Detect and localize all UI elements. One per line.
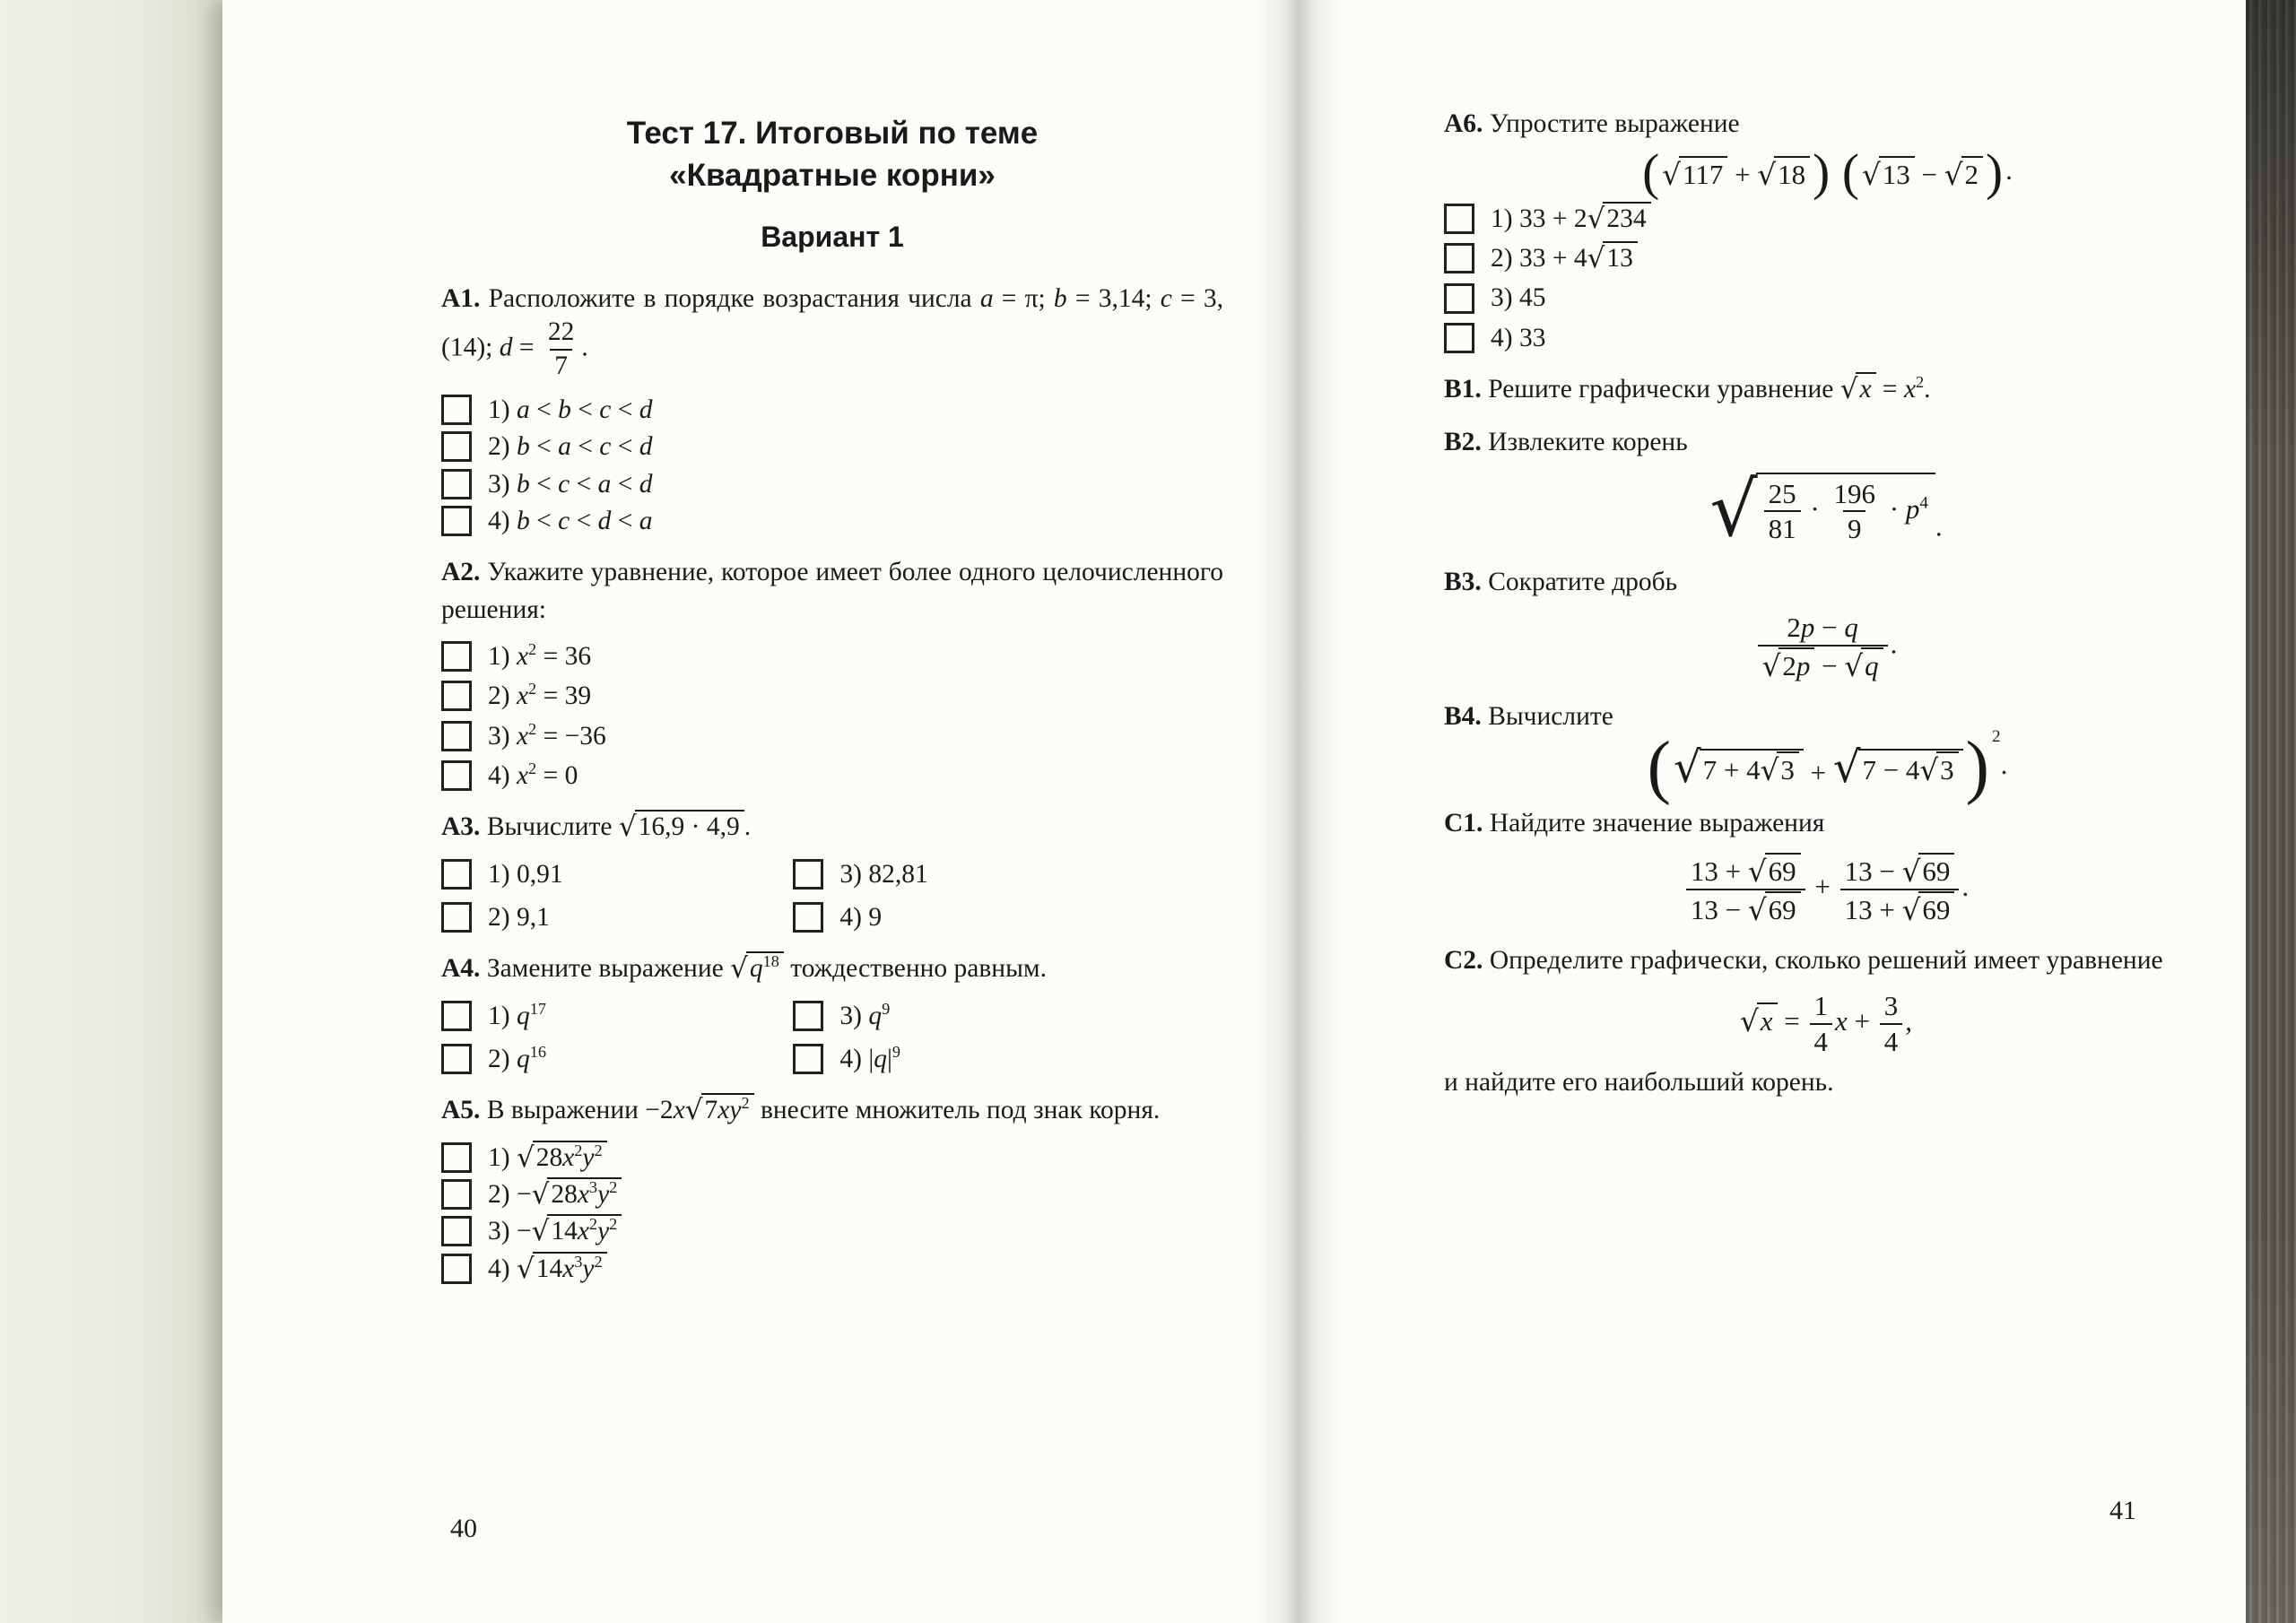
paren-group: ( √ 13 − √ 2 ) bbox=[1841, 144, 2004, 202]
answer-option bbox=[793, 857, 1223, 891]
question-B4 bbox=[1444, 699, 2208, 806]
answer-options bbox=[1444, 202, 2208, 355]
page-edges bbox=[2246, 0, 2296, 1623]
paren-group: ( √ 117 + √ 18 ) bbox=[1642, 144, 1831, 202]
sqrt: √ $28x^2y^2$ bbox=[517, 1141, 607, 1174]
answer-option bbox=[1444, 241, 2208, 275]
question-formula: √ x = $\frac{1}{4}$ x + $\frac{3}{4}$ , bbox=[1740, 989, 1912, 1057]
radical-icon: √ bbox=[1839, 373, 1858, 406]
question-A6 bbox=[1444, 106, 2208, 355]
sqrt: √ 7 − 4 √ 3 bbox=[1833, 746, 1963, 789]
answer-checkbox[interactable] bbox=[441, 1216, 472, 1246]
question-prompt: А2. Укажите уравнение, которое имеет более одного целочисленного решения: bbox=[441, 558, 1223, 624]
radical-icon: √ bbox=[531, 1215, 550, 1248]
test-title bbox=[441, 113, 1223, 197]
radical-icon: √ bbox=[1832, 742, 1861, 793]
answer-option-text: 3) $x^2 = -36$ bbox=[488, 719, 606, 751]
radical-icon: √ bbox=[1919, 753, 1939, 788]
answer-option bbox=[441, 639, 1223, 673]
test-title-line2: «Квадратные корни» bbox=[669, 157, 996, 193]
question-tail: и найдите его наибольший корень. bbox=[1444, 1068, 1834, 1098]
radical-icon: √ bbox=[1709, 465, 1758, 554]
answer-option bbox=[441, 1042, 793, 1076]
page-number-left: 40 bbox=[450, 1514, 477, 1543]
answer-option bbox=[441, 900, 793, 934]
answer-option-text: 3) $q^9$ bbox=[839, 999, 891, 1030]
question-formula: ( √ 117 + √ 18 ) ( √ 13 − √ 2 ) . bbox=[1642, 144, 2013, 202]
answer-checkbox[interactable] bbox=[793, 1001, 823, 1031]
answer-option-text: 2) b < a < c < d bbox=[488, 432, 653, 462]
question-prompt: А4. Замените выражение √ $q^{18}$ тождественно равным. bbox=[441, 952, 1047, 985]
answer-option-text: 3) − √ $14x^2y^2$ bbox=[488, 1214, 622, 1248]
question-prompt: А3. Вычислите √ 16,9 · 4,9 . bbox=[441, 811, 752, 844]
radical-icon: √ bbox=[516, 1252, 535, 1285]
answer-option-text: 1) √ $28x^2y^2$ bbox=[488, 1141, 607, 1175]
answer-option-text: 3) b < c < a < d bbox=[488, 469, 653, 499]
answer-option bbox=[1444, 202, 2208, 236]
radical-icon: √ bbox=[730, 952, 748, 985]
sqrt: √ 2p bbox=[1762, 647, 1815, 682]
question-A2 bbox=[441, 554, 1223, 793]
answer-checkbox[interactable] bbox=[1444, 323, 1474, 353]
answer-checkbox[interactable] bbox=[441, 859, 472, 890]
answer-checkbox[interactable] bbox=[793, 859, 823, 890]
question-formula: 2p − q √ 2p − √ q . bbox=[1444, 612, 2208, 681]
radical-icon: √ bbox=[1901, 855, 1921, 890]
right-questions bbox=[1444, 106, 2208, 1102]
radical-icon: √ bbox=[1862, 157, 1881, 192]
answer-option-text: 3) 82,81 bbox=[839, 859, 928, 889]
answer-option bbox=[441, 857, 793, 891]
question-B2 bbox=[1444, 424, 2208, 554]
page-number-right: 41 bbox=[2109, 1496, 2136, 1525]
sqrt: √ 7 + 4 √ 3 bbox=[1674, 746, 1804, 789]
sqrt: √ $q^{18}$ bbox=[730, 951, 784, 985]
answer-option-text: 4) b < c < d < a bbox=[488, 506, 653, 535]
sqrt: √ $14x^2y^2$ bbox=[532, 1214, 622, 1247]
question-B3 bbox=[1444, 564, 2208, 682]
question-C1 bbox=[1444, 805, 2208, 926]
answer-option-text: 4) $|q|^9$ bbox=[839, 1043, 901, 1073]
answer-option bbox=[793, 900, 1223, 934]
answer-checkbox[interactable] bbox=[441, 431, 472, 462]
scanner-background bbox=[0, 0, 235, 1623]
radical-icon: √ bbox=[684, 1094, 703, 1127]
answer-option bbox=[441, 504, 1223, 538]
radical-icon: √ bbox=[1673, 742, 1701, 793]
answer-checkbox[interactable] bbox=[441, 1044, 472, 1074]
sqrt: √ 69 bbox=[1902, 853, 1955, 888]
radical-icon: √ bbox=[1747, 893, 1767, 928]
sqrt: √ x bbox=[1740, 1002, 1778, 1037]
answer-option bbox=[441, 679, 1223, 713]
fraction: $\frac{22}{7}$ bbox=[547, 317, 575, 380]
answer-option bbox=[441, 1214, 1223, 1248]
sqrt: √ $7xy^2$ bbox=[685, 1093, 754, 1126]
question-prompt: В1. Решите графически уравнение √ x = $x^2$. bbox=[1444, 373, 1931, 406]
answer-checkbox[interactable] bbox=[1444, 243, 1474, 273]
radical-icon: √ bbox=[516, 1141, 535, 1174]
test-title-line1: Тест 17. Итоговый по теме bbox=[626, 116, 1039, 151]
answer-option bbox=[793, 1042, 1223, 1076]
sqrt: √ 234 bbox=[1587, 202, 1651, 235]
question-A1 bbox=[441, 281, 1223, 539]
fraction: $\frac{25}{81}$ bbox=[1764, 478, 1801, 545]
answer-option bbox=[441, 719, 1223, 753]
answer-option bbox=[441, 430, 1223, 464]
answer-option bbox=[793, 999, 1223, 1033]
radical-icon: √ bbox=[1944, 157, 1963, 192]
answer-option-text: 1) 0,91 bbox=[488, 859, 563, 889]
sqrt: √ x bbox=[1840, 372, 1876, 405]
answer-option bbox=[441, 1141, 1223, 1175]
question-A5 bbox=[441, 1092, 1223, 1286]
answer-option-text: 4) 9 bbox=[839, 902, 883, 932]
radical-icon: √ bbox=[531, 1177, 550, 1211]
answer-checkbox[interactable] bbox=[441, 641, 472, 672]
answer-checkbox[interactable] bbox=[441, 1179, 472, 1210]
sqrt: √ 69 bbox=[1748, 853, 1801, 888]
radical-icon: √ bbox=[1761, 648, 1781, 683]
answer-option bbox=[441, 759, 1223, 793]
radical-icon: √ bbox=[1740, 1003, 1759, 1038]
radical-icon: √ bbox=[1747, 855, 1767, 890]
radical-icon: √ bbox=[1757, 157, 1777, 192]
question-prompt: С2. Определите графически, сколько решений имеет уравнение bbox=[1444, 945, 2163, 975]
sqrt: √ 2 bbox=[1944, 156, 1983, 191]
answer-options bbox=[441, 393, 1223, 538]
radical-icon: √ bbox=[1662, 157, 1681, 192]
answer-checkbox[interactable] bbox=[441, 506, 472, 536]
answer-checkbox[interactable] bbox=[441, 1142, 472, 1173]
answer-option-text: 1) 33 + 2 √ 234 bbox=[1491, 202, 1651, 236]
question-prompt: А5. В выражении −2x √ $7xy^2$ внесите множитель под знак корня. bbox=[441, 1094, 1161, 1127]
answer-option-text: 2) $x^2 = 39$ bbox=[488, 680, 592, 711]
answer-checkbox[interactable] bbox=[1444, 204, 1474, 234]
sqrt: √ $28x^3y^2$ bbox=[532, 1177, 622, 1211]
answer-option bbox=[441, 1177, 1223, 1211]
answer-checkbox[interactable] bbox=[793, 1044, 823, 1074]
answer-options bbox=[441, 857, 1223, 935]
answer-checkbox[interactable] bbox=[441, 902, 472, 933]
sqrt: √ 13 bbox=[1862, 156, 1915, 191]
sqrt: √ 18 bbox=[1757, 156, 1810, 191]
answer-option bbox=[441, 467, 1223, 501]
answer-option bbox=[1444, 321, 2208, 355]
answer-checkbox[interactable] bbox=[441, 681, 472, 711]
question-formula: √ $\frac{25}{81}$ · $\frac{196}{9}$ · $p^4$ . bbox=[1709, 465, 1943, 554]
left-questions bbox=[441, 281, 1223, 1286]
answer-option-text: 2) $q^{16}$ bbox=[488, 1043, 546, 1073]
question-B1 bbox=[1444, 371, 2208, 408]
question-A4 bbox=[441, 950, 1223, 1076]
answer-option-text: 4) $x^2 = 0$ bbox=[488, 759, 578, 790]
answer-options bbox=[441, 999, 1223, 1077]
answer-option-text: 1) $x^2 = 36$ bbox=[488, 640, 592, 671]
sqrt: √ 3 bbox=[1919, 751, 1958, 786]
radical-icon: √ bbox=[618, 811, 637, 844]
radical-icon: √ bbox=[1844, 648, 1864, 683]
sqrt: √ 3 bbox=[1761, 751, 1799, 786]
answer-option bbox=[441, 393, 1223, 427]
answer-option-text: 2) 33 + 4 √ 13 bbox=[1491, 241, 1638, 275]
question-prompt: А1. Расположите в порядке возрастания числа a = π; b = 3,14; c = 3,(14); d = $\frac{22}{7}$ . bbox=[441, 283, 1223, 380]
answer-options bbox=[441, 639, 1223, 793]
question-C2 bbox=[1444, 942, 2208, 1102]
sqrt: √ 69 bbox=[1748, 891, 1801, 926]
question-formula: ( √ 7 + 4 √ 3 + √ 7 − 4 √ 3 ) $^2$. bbox=[1647, 726, 2008, 806]
question-prompt: В4. Вычислите bbox=[1444, 701, 1613, 731]
answer-checkbox[interactable] bbox=[441, 760, 472, 791]
answer-checkbox[interactable] bbox=[441, 1001, 472, 1031]
right-page-content bbox=[1444, 106, 2208, 1102]
radical-icon: √ bbox=[1587, 242, 1605, 275]
fraction: $\frac{3}{4}$ bbox=[1880, 990, 1903, 1057]
variant-label: Вариант 1 bbox=[761, 220, 904, 253]
answer-options bbox=[441, 1141, 1223, 1286]
sqrt: √ 69 bbox=[1902, 891, 1955, 926]
radical-icon: √ bbox=[1587, 202, 1605, 235]
answer-option-text: 1) $q^{17}$ bbox=[488, 999, 546, 1030]
answer-checkbox[interactable] bbox=[1444, 283, 1474, 314]
answer-option-text: 4) √ $14x^3y^2$ bbox=[488, 1252, 607, 1286]
answer-option-text: 2) − √ $28x^3y^2$ bbox=[488, 1177, 622, 1211]
sqrt: √ 13 bbox=[1587, 241, 1638, 274]
question-prompt: А6. Упростите выражение bbox=[1444, 109, 1740, 138]
question-formula: 13 + √ 69 13 − √ 69 + 13 − √ 69 13 + √ 69 . bbox=[1444, 853, 2208, 925]
answer-option bbox=[1444, 281, 2208, 315]
question-prompt: В2. Извлеките корень bbox=[1444, 428, 1688, 457]
radical-icon: √ bbox=[1760, 753, 1779, 788]
paren-group: ( √ 7 + 4 √ 3 + √ 7 − 4 √ 3 ) bbox=[1647, 728, 1989, 806]
answer-option-text: 3) 45 bbox=[1491, 283, 1546, 313]
answer-option bbox=[441, 1252, 1223, 1286]
question-prompt: С1. Найдите значение выражения bbox=[1444, 809, 1825, 838]
fraction: 13 − √ 69 13 + √ 69 bbox=[1840, 853, 1960, 925]
radical-icon: √ bbox=[1901, 893, 1921, 928]
fraction: 2p − q √ 2p − √ q bbox=[1758, 612, 1888, 681]
sqrt: √ $14x^3y^2$ bbox=[517, 1252, 607, 1285]
fraction: $\frac{1}{4}$ bbox=[1810, 990, 1833, 1057]
answer-checkbox[interactable] bbox=[441, 395, 472, 425]
answer-checkbox[interactable] bbox=[441, 721, 472, 751]
answer-option bbox=[441, 999, 793, 1033]
sqrt: √ q bbox=[1844, 647, 1883, 682]
sqrt: √ 117 bbox=[1662, 156, 1727, 191]
answer-checkbox[interactable] bbox=[441, 469, 472, 499]
left-page-content bbox=[441, 113, 1223, 1289]
fraction: $\frac{196}{9}$ bbox=[1833, 477, 1875, 545]
answer-option-text: 1) a < b < c < d bbox=[488, 395, 653, 424]
answer-checkbox[interactable] bbox=[793, 902, 823, 933]
answer-checkbox[interactable] bbox=[441, 1254, 472, 1284]
question-A3 bbox=[441, 809, 1223, 934]
sqrt: √ $\frac{25}{81}$ · $\frac{196}{9}$ · $p^4$ bbox=[1709, 473, 1935, 548]
answer-option-text: 4) 33 bbox=[1491, 323, 1546, 352]
fraction: 13 + √ 69 13 − √ 69 bbox=[1686, 853, 1805, 925]
question-prompt: В3. Сократите дробь bbox=[1444, 568, 1678, 597]
sqrt: √ 16,9 · 4,9 bbox=[619, 810, 744, 843]
answer-option-text: 2) 9,1 bbox=[488, 902, 550, 932]
